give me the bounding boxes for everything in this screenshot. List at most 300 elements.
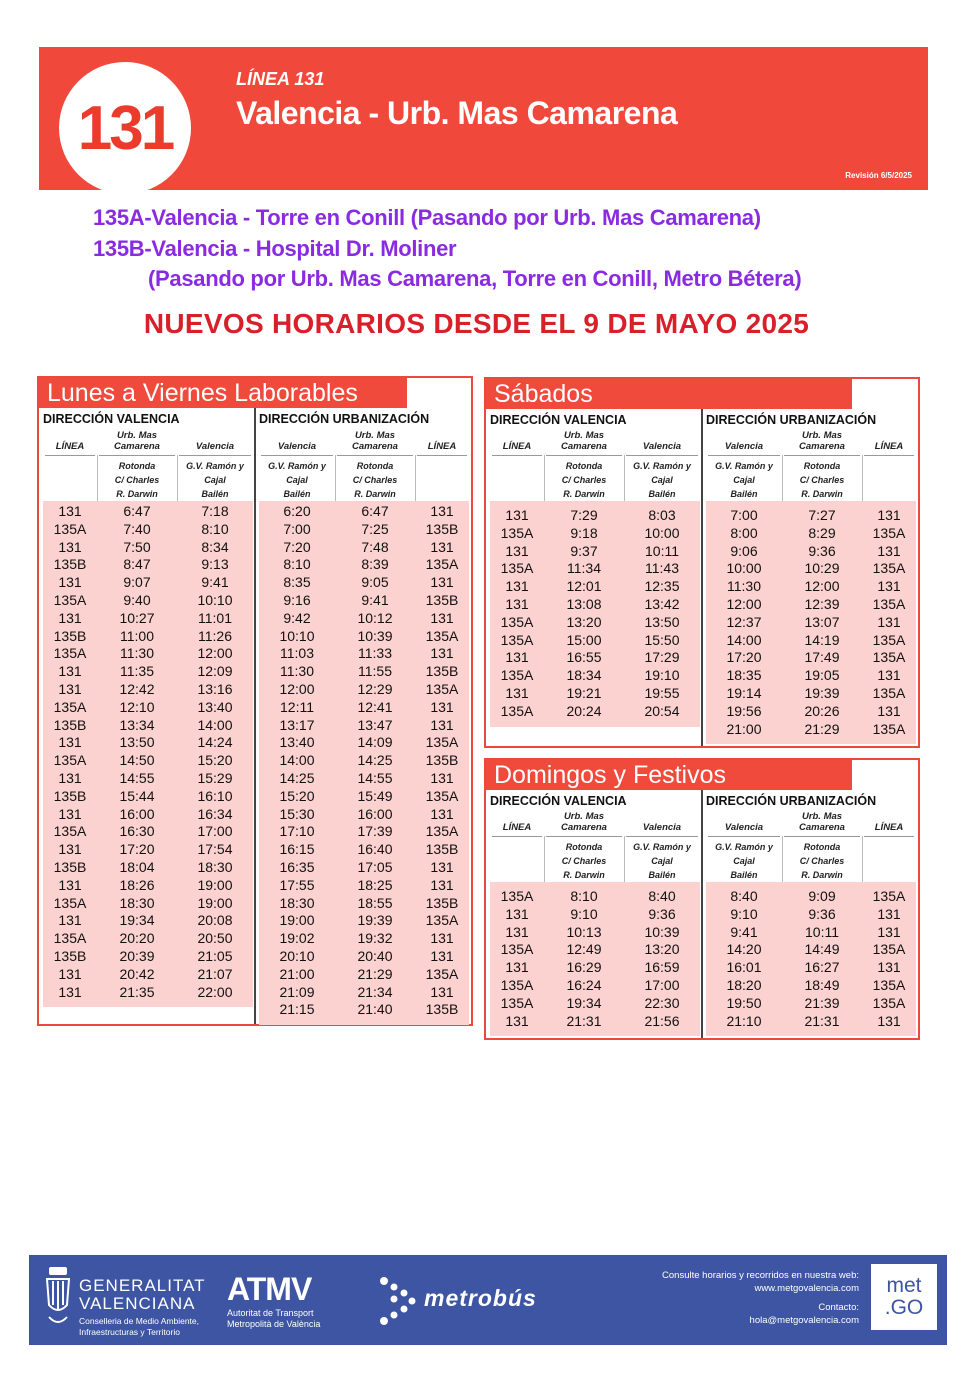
table-cell: 19:21: [566, 684, 602, 701]
table-row: [259, 592, 469, 610]
table-row: [43, 556, 253, 574]
table-row: [259, 717, 469, 735]
table-row: [43, 503, 253, 521]
column-header-line: Urb. Mas: [563, 811, 605, 822]
table-cell: 135A: [53, 823, 87, 840]
table-row: [490, 995, 700, 1013]
table-cell: 131: [58, 538, 82, 555]
table-cell: 9:36: [808, 905, 836, 922]
table-cell: 18:49: [804, 976, 840, 993]
email-link[interactable]: hola@metgovalencia.com: [749, 1315, 859, 1326]
column-header-line: Urb. Mas: [801, 430, 843, 441]
table-cell: 13:20: [566, 613, 602, 630]
table-cell: 20:39: [119, 947, 155, 964]
table-cell: 8:35: [283, 574, 311, 591]
table-cell: 15:30: [279, 805, 315, 822]
table-row: [490, 703, 700, 721]
table-cell: 10:13: [566, 923, 602, 940]
table-cell: 18:04: [119, 858, 155, 875]
table-cell: 135A: [53, 752, 87, 769]
table-row: [259, 1001, 469, 1019]
table-cell: 13:40: [197, 698, 233, 715]
table-cell: 7:00: [730, 507, 758, 523]
table-row: [706, 703, 916, 721]
column-header: [862, 430, 916, 452]
table-cell: 12:41: [357, 698, 393, 715]
table-cell: 135A: [500, 613, 534, 630]
column-stop: [782, 840, 862, 882]
table-row: [43, 717, 253, 735]
table-cell: 135A: [872, 560, 906, 577]
table-cell: 9:41: [201, 574, 229, 591]
table-cell: 131: [58, 769, 82, 786]
table-row: [490, 667, 700, 685]
table-row: [490, 525, 700, 543]
table-cell: 18:25: [357, 876, 393, 893]
table-cell: 10:27: [119, 609, 155, 626]
table-row: [43, 823, 253, 841]
table-cell: 10:39: [644, 923, 680, 940]
table-cell: 17:00: [197, 823, 233, 840]
table-cell: 7:25: [361, 520, 389, 537]
table-cell: 8:47: [123, 556, 151, 573]
table-cell: 135B: [425, 841, 459, 858]
table-cell: 20:10: [279, 947, 315, 964]
table-cell: 131: [877, 613, 901, 630]
table-cell: 18:34: [566, 667, 602, 684]
panel-title: Lunes a Viernes Laborables: [39, 378, 407, 408]
table-cell: 16:55: [566, 649, 602, 666]
table-cell: 131: [877, 1012, 901, 1029]
column-header-line: Valencia: [642, 822, 682, 833]
table-cell: 11:03: [280, 645, 314, 662]
table-cell: 14:09: [357, 734, 393, 751]
table-row: [259, 984, 469, 1002]
column-rule: [99, 455, 175, 456]
table-row: [706, 614, 916, 632]
column-separator: [782, 836, 783, 882]
column-header-line: LÍNEA: [427, 441, 457, 452]
table-cell: 135A: [425, 734, 459, 751]
table-row: [706, 977, 916, 995]
column-header: [97, 430, 177, 452]
column-header: [259, 430, 335, 452]
column-stop-line: Cajal: [733, 475, 755, 485]
table-cell: 135A: [872, 631, 906, 648]
website-link[interactable]: www.metgovalencia.com: [754, 1283, 859, 1294]
table-cell: 135A: [53, 645, 87, 662]
column-stop-line: R. Darwin: [116, 489, 158, 499]
table-cell: 7:00: [283, 520, 311, 537]
column-stop-line: Bailén: [648, 870, 676, 880]
table-cell: 131: [505, 578, 529, 595]
table-cell: 15:44: [119, 787, 155, 804]
column-separator: [177, 455, 178, 501]
table-cell: 12:00: [197, 645, 233, 662]
table-cell: 131: [58, 965, 82, 982]
column-separator: [782, 455, 783, 501]
panel-title: Domingos y Festivos: [486, 760, 852, 790]
direction-label: DIRECCIÓN URBANIZACIÓN: [259, 412, 430, 426]
route-title: Valencia - Urb. Mas Camarena: [236, 95, 678, 131]
table-cell: 22:00: [197, 983, 233, 1000]
table-cell: 19:55: [644, 684, 680, 701]
table-cell: 131: [430, 769, 454, 786]
table-cell: 14:49: [804, 941, 840, 958]
column-stop-line: C/ Charles: [114, 475, 160, 485]
table-cell: 135B: [425, 591, 459, 608]
table-cell: 131: [877, 667, 901, 684]
table-cell: 19:14: [726, 684, 762, 701]
table-row: [259, 895, 469, 913]
column-header: [624, 811, 700, 833]
table-row: [259, 770, 469, 788]
table-row: [490, 543, 700, 561]
table-cell: 13:40: [279, 734, 315, 751]
table-cell: 11:55: [358, 663, 392, 680]
table-cell: 131: [58, 983, 82, 1000]
table-cell: 13:50: [119, 734, 155, 751]
table-row: [490, 507, 700, 525]
table-cell: 16:35: [279, 858, 315, 875]
table-cell: 13:07: [804, 613, 840, 630]
table-row: [706, 721, 916, 739]
table-cell: 9:13: [201, 556, 229, 573]
table-row: [43, 788, 253, 806]
table-row: [259, 681, 469, 699]
table-row: [43, 806, 253, 824]
table-cell: 8:10: [283, 556, 311, 573]
table-row: [490, 941, 700, 959]
table-cell: 7:27: [808, 507, 836, 523]
table-cell: 19:39: [357, 912, 393, 929]
column-stop-line: Bailén: [201, 489, 229, 499]
table-cell: 131: [430, 574, 454, 591]
table-cell: 131: [58, 805, 82, 822]
column-stop-line: R. Darwin: [354, 489, 396, 499]
column-stop-line: Cajal: [651, 856, 673, 866]
table-cell: 14:00: [279, 752, 315, 769]
table-cell: 131: [877, 959, 901, 976]
footer: [29, 1255, 947, 1345]
table-cell: 21:31: [804, 1012, 840, 1029]
table-cell: 9:37: [570, 542, 598, 559]
table-cell: 20:40: [357, 947, 393, 964]
table-row: [259, 948, 469, 966]
table-cell: 131: [58, 912, 82, 929]
table-cell: 21:09: [279, 983, 315, 1000]
table-cell: 7:29: [570, 507, 598, 523]
table-cell: 13:20: [644, 941, 680, 958]
table-cell: 22:30: [644, 994, 680, 1011]
table-cell: 131: [505, 684, 529, 701]
table-cell: 135A: [500, 976, 534, 993]
table-cell: 135A: [872, 941, 906, 958]
column-header: [335, 430, 415, 452]
column-header-line: LÍNEA: [874, 441, 904, 452]
table-cell: 16:30: [119, 823, 155, 840]
column-rule: [45, 455, 95, 456]
table-cell: 131: [505, 923, 529, 940]
table-row: [259, 503, 469, 521]
table-cell: 11:43: [645, 560, 679, 577]
table-cell: 12:00: [804, 578, 840, 595]
column-rule: [492, 455, 542, 456]
generalitat-name: GENERALITAT VALENCIANA: [79, 1276, 206, 1313]
column-header-line: Valencia: [195, 441, 235, 452]
column-header: [706, 811, 782, 833]
table-cell: 13:17: [279, 716, 315, 733]
column-header: [490, 430, 544, 452]
table-cell: 14:55: [119, 769, 155, 786]
table-row: [259, 859, 469, 877]
column-rule: [864, 455, 914, 456]
column-header-line: Urb. Mas: [563, 430, 605, 441]
column-stop-line: Cajal: [286, 475, 308, 485]
table-cell: 8:39: [361, 556, 389, 573]
table-cell: 135A: [872, 649, 906, 666]
column-separator: [415, 455, 416, 501]
table-cell: 11:30: [727, 578, 761, 595]
table-cell: 131: [430, 930, 454, 947]
column-rule: [546, 836, 622, 837]
column-stop: [544, 840, 624, 882]
column-stop-line: R. Darwin: [563, 489, 605, 499]
table-cell: 135A: [500, 524, 534, 541]
table-cell: 135A: [500, 702, 534, 719]
table-cell: 19:05: [804, 667, 840, 684]
column-rule: [708, 836, 780, 837]
table-cell: 135A: [425, 912, 459, 929]
column-header-line: Camarena: [799, 441, 845, 452]
table-cell: 9:10: [730, 905, 758, 922]
column-header: [862, 811, 916, 833]
header-banner: [39, 47, 928, 190]
table-cell: 135A: [425, 787, 459, 804]
table-cell: 8:34: [201, 538, 229, 555]
table-cell: 135A: [872, 684, 906, 701]
table-cell: 10:10: [279, 627, 315, 644]
column-stop-line: Rotonda: [565, 461, 603, 471]
table-cell: 20:54: [644, 702, 680, 719]
table-cell: 135A: [872, 888, 906, 904]
table-cell: 20:24: [566, 702, 602, 719]
table-row: [706, 667, 916, 685]
column-header-line: Urb. Mas: [801, 811, 843, 822]
column-stop: [782, 459, 862, 501]
direction-label: DIRECCIÓN VALENCIA: [490, 413, 627, 427]
table-cell: 135A: [500, 631, 534, 648]
section-divider: [701, 790, 703, 1038]
table-cell: 10:39: [357, 627, 393, 644]
table-row: [43, 895, 253, 913]
column-header-line: LÍNEA: [502, 441, 532, 452]
table-cell: 131: [58, 663, 82, 680]
table-cell: 131: [58, 876, 82, 893]
column-stop-line: Rotonda: [803, 842, 841, 852]
table-cell: 16:01: [726, 959, 762, 976]
column-stop: [177, 459, 253, 501]
table-cell: 12:37: [726, 613, 762, 630]
table-row: [259, 841, 469, 859]
table-row: [706, 888, 916, 906]
column-stop-line: C/ Charles: [561, 856, 607, 866]
table-cell: 11:00: [120, 627, 154, 644]
table-cell: 20:08: [197, 912, 233, 929]
table-row: [259, 628, 469, 646]
column-stop: [624, 840, 700, 882]
table-row: [259, 610, 469, 628]
metrobus-dots-icon: [378, 1275, 416, 1327]
table-row: [259, 663, 469, 681]
table-cell: 135A: [53, 894, 87, 911]
table-cell: 14:50: [119, 752, 155, 769]
schedule-table: [490, 888, 700, 1030]
saturdays-panel: [484, 377, 920, 748]
table-cell: 14:24: [197, 734, 233, 751]
section-divider: [254, 408, 256, 1024]
table-cell: 131: [430, 983, 454, 1000]
column-stop-line: G.V. Ramón y: [715, 842, 773, 852]
table-cell: 15:29: [197, 769, 233, 786]
column-header-line: LÍNEA: [55, 441, 85, 452]
table-cell: 135A: [872, 720, 906, 737]
panel-title: Sábados: [486, 379, 852, 409]
table-cell: 21:29: [804, 720, 840, 737]
table-cell: 135A: [53, 930, 87, 947]
table-cell: 135A: [425, 823, 459, 840]
table-cell: 8:10: [570, 888, 598, 904]
table-cell: 135B: [53, 556, 87, 573]
table-cell: 6:47: [361, 503, 389, 519]
table-cell: 11:34: [567, 560, 601, 577]
table-cell: 6:47: [123, 503, 151, 519]
table-cell: 8:00: [730, 524, 758, 541]
table-cell: 21:29: [357, 965, 393, 982]
direction-label: DIRECCIÓN URBANIZACIÓN: [706, 413, 877, 427]
table-cell: 9:06: [730, 542, 758, 559]
column-rule: [417, 455, 467, 456]
table-cell: 21:00: [279, 965, 315, 982]
table-cell: 16:00: [119, 805, 155, 822]
column-stop-line: G.V. Ramón y: [633, 842, 691, 852]
table-row: [43, 984, 253, 1002]
table-cell: 11:01: [198, 609, 232, 626]
column-header: [43, 430, 97, 452]
column-rule: [784, 836, 860, 837]
table-row: [490, 685, 700, 703]
table-cell: 135B: [53, 716, 87, 733]
column-separator: [862, 455, 863, 501]
table-row: [43, 948, 253, 966]
table-cell: 20:26: [804, 702, 840, 719]
table-row: [259, 823, 469, 841]
column-stop-line: Cajal: [651, 475, 673, 485]
table-cell: 131: [58, 841, 82, 858]
table-cell: 131: [430, 876, 454, 893]
table-row: [490, 614, 700, 632]
table-cell: 21:39: [804, 994, 840, 1011]
table-cell: 11:30: [120, 645, 154, 662]
table-cell: 17:55: [279, 876, 315, 893]
column-stop-line: C/ Charles: [799, 856, 845, 866]
table-cell: 17:39: [357, 823, 393, 840]
table-cell: 135A: [872, 976, 906, 993]
table-cell: 9:42: [283, 609, 311, 626]
table-cell: 135A: [425, 965, 459, 982]
table-cell: 18:30: [279, 894, 315, 911]
table-cell: 131: [430, 858, 454, 875]
table-row: [43, 645, 253, 663]
table-cell: 131: [505, 649, 529, 666]
table-cell: 13:08: [566, 595, 602, 612]
table-cell: 21:35: [119, 983, 155, 1000]
column-rule: [261, 455, 333, 456]
schedule-table: [259, 503, 469, 1019]
table-row: [259, 699, 469, 717]
table-row: [43, 930, 253, 948]
column-header: [544, 811, 624, 833]
column-stop-line: Cajal: [204, 475, 226, 485]
table-cell: 9:40: [123, 591, 151, 608]
table-row: [490, 888, 700, 906]
table-cell: 6:20: [283, 503, 311, 519]
column-separator: [862, 836, 863, 882]
table-cell: 135B: [53, 627, 87, 644]
table-row: [706, 1013, 916, 1031]
table-cell: 10:00: [726, 560, 762, 577]
table-cell: 18:55: [357, 894, 393, 911]
table-cell: 17:05: [357, 858, 393, 875]
table-cell: 17:54: [197, 841, 233, 858]
table-cell: 135A: [425, 680, 459, 697]
table-cell: 131: [58, 609, 82, 626]
table-cell: 135B: [425, 1001, 459, 1018]
column-separator: [335, 455, 336, 501]
table-cell: 131: [430, 538, 454, 555]
table-cell: 135A: [872, 994, 906, 1011]
metrobus-logo: metrobús: [424, 1285, 537, 1311]
table-cell: 131: [877, 507, 901, 523]
table-row: [490, 906, 700, 924]
table-row: [490, 1013, 700, 1031]
column-rule: [546, 455, 622, 456]
announcement: NUEVOS HORARIOS DESDE EL 9 DE MAYO 2025: [143, 308, 810, 339]
table-cell: 16:34: [197, 805, 233, 822]
column-rule: [626, 836, 698, 837]
column-header-line: Valencia: [724, 822, 764, 833]
table-row: [259, 912, 469, 930]
table-cell: 135A: [425, 627, 459, 644]
table-row: [259, 877, 469, 895]
table-row: [43, 966, 253, 984]
table-row: [706, 507, 916, 525]
table-cell: 8:40: [648, 888, 676, 904]
table-cell: 14:25: [279, 769, 315, 786]
table-cell: 20:20: [119, 930, 155, 947]
column-stop-line: C/ Charles: [561, 475, 607, 485]
table-cell: 19:02: [279, 930, 315, 947]
table-row: [43, 877, 253, 895]
table-row: [490, 632, 700, 650]
column-stop-line: G.V. Ramón y: [715, 461, 773, 471]
table-cell: 15:20: [197, 752, 233, 769]
table-cell: 131: [505, 542, 529, 559]
direction-label: DIRECCIÓN VALENCIA: [490, 794, 627, 808]
table-row: [706, 906, 916, 924]
table-cell: 135A: [872, 595, 906, 612]
table-cell: 17:10: [279, 823, 315, 840]
